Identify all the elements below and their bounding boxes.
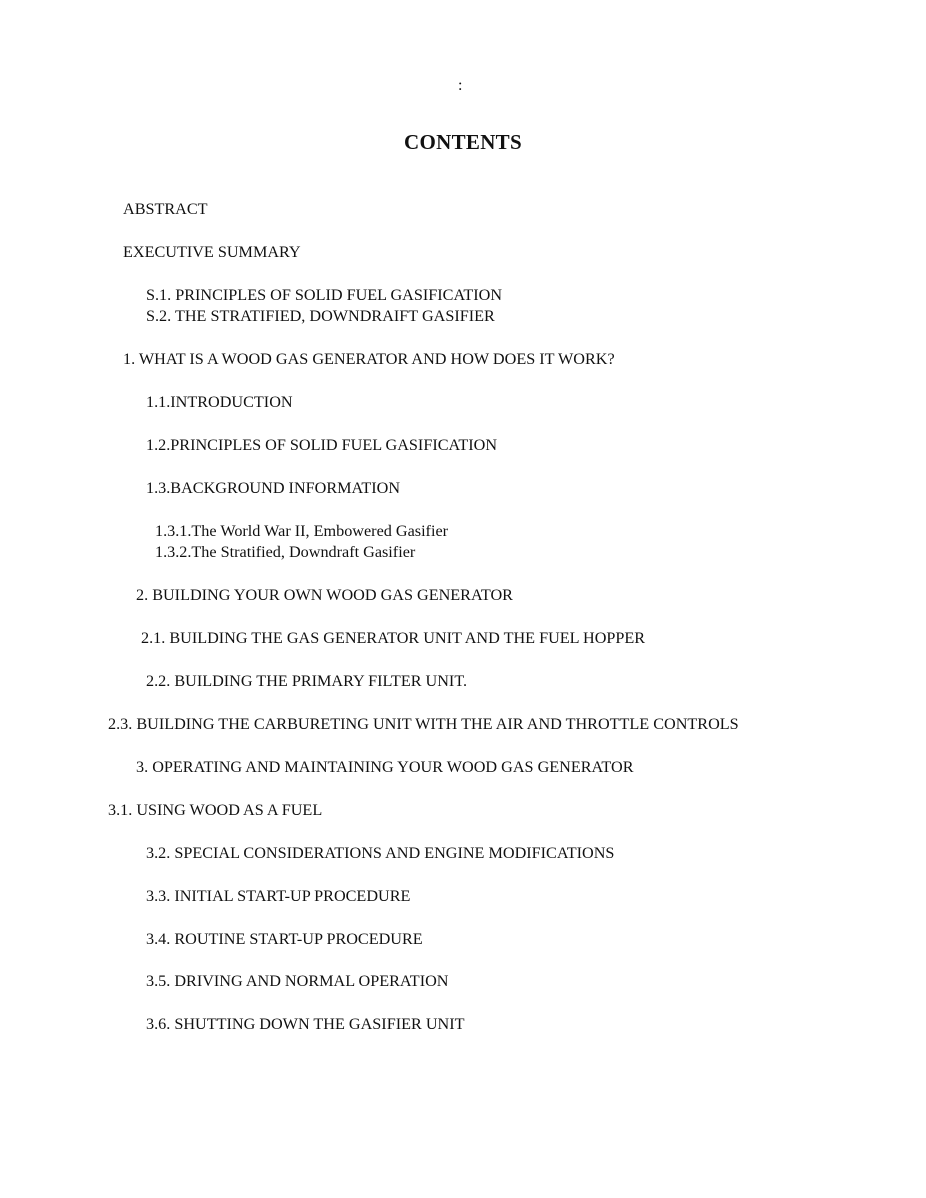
toc-entry-3-6: 3.6. SHUTTING DOWN THE GASIFIER UNIT <box>146 1015 465 1033</box>
toc-entry-2: 2. BUILDING YOUR OWN WOOD GAS GENERATOR <box>136 586 513 604</box>
toc-entry-3-2: 3.2. SPECIAL CONSIDERATIONS AND ENGINE MODIFICATIONS <box>146 844 615 862</box>
toc-entry-executive-summary: EXECUTIVE SUMMARY <box>123 243 301 261</box>
toc-entry-2-2: 2.2. BUILDING THE PRIMARY FILTER UNIT. <box>146 672 468 690</box>
toc-entry-s2: S.2. THE STRATIFIED, DOWNDRAIFT GASIFIER <box>146 307 495 325</box>
toc-entry-1-2: 1.2.PRINCIPLES OF SOLID FUEL GASIFICATION <box>146 436 498 454</box>
toc-entry-abstract: ABSTRACT <box>123 200 208 218</box>
toc-entry-1-3-2: 1.3.2.The Stratified, Downdraft Gasifier <box>155 543 416 561</box>
toc-entry-1-1: 1.1.INTRODUCTION <box>146 393 293 411</box>
toc-entry-1-3: 1.3.BACKGROUND INFORMATION <box>146 479 401 497</box>
toc-entry-2-3: 2.3. BUILDING THE CARBURETING UNIT WITH THE AIR AND THROTTLE CONTROLS <box>108 715 739 733</box>
toc-entry-s1: S.1. PRINCIPLES OF SOLID FUEL GASIFICATION <box>146 286 503 304</box>
toc-entry-1-3-1: 1.3.1.The World War II, Embowered Gasifier <box>155 522 449 540</box>
toc-entry-3-3: 3.3. INITIAL START-UP PROCEDURE <box>146 887 411 905</box>
toc-entry-3: 3. OPERATING AND MAINTAINING YOUR WOOD GAS GENERATOR <box>136 758 634 776</box>
page-title: CONTENTS <box>404 130 522 154</box>
toc-entry-3-1: 3.1. USING WOOD AS A FUEL <box>108 801 323 819</box>
toc-entry-1: 1. WHAT IS A WOOD GAS GENERATOR AND HOW DOES IT WORK? <box>123 350 615 368</box>
toc-entry-3-4: 3.4. ROUTINE START-UP PROCEDURE <box>146 930 423 948</box>
page-marker: : <box>458 77 463 94</box>
toc-entry-3-5: 3.5. DRIVING AND NORMAL OPERATION <box>146 972 449 990</box>
toc-entry-2-1: 2.1. BUILDING THE GAS GENERATOR UNIT AND THE FUEL HOPPER <box>141 629 646 647</box>
